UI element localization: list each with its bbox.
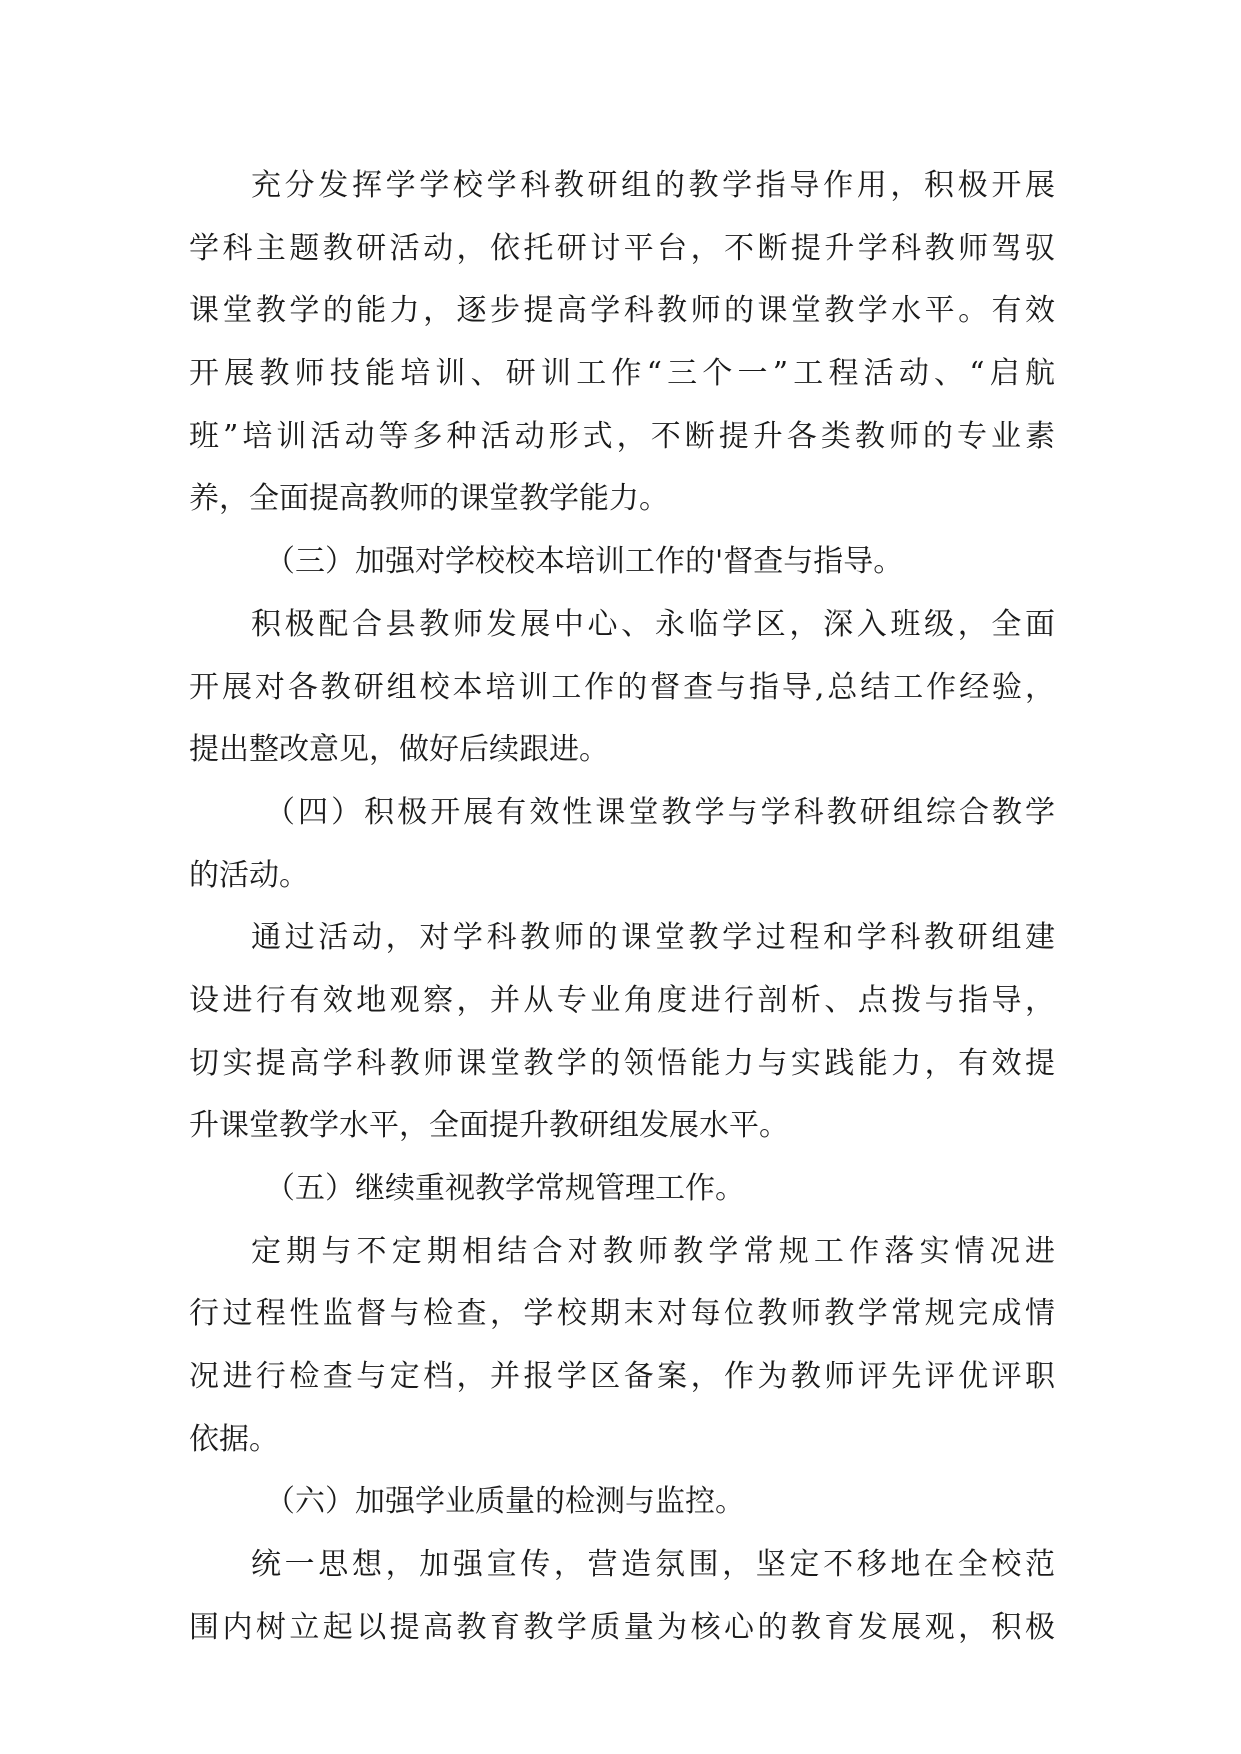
paragraph-first-line: 积极配合县教师发展中心、永临学区，深入班级，全面 xyxy=(251,606,1055,642)
paragraph-line: 设进行有效地观察，并从专业角度进行剖析、点拨与指导， xyxy=(189,982,1055,1018)
paragraph-line: 切实提高学科教师课堂教学的领悟能力与实践能力，有效提 xyxy=(189,1045,1055,1081)
paragraph-line: 行过程性监督与检查，学校期末对每位教师教学常规完成情 xyxy=(189,1296,1055,1332)
section-heading: （四）积极开展有效性课堂教学与学科教研组综合教学 xyxy=(265,794,1055,830)
paragraph-last-line: 提出整改意见，做好后续跟进。 xyxy=(189,732,609,768)
paragraph-last-line: 养，全面提高教师的课堂教学能力。 xyxy=(189,481,669,517)
paragraph-line: 况进行检查与定档，并报学区备案，作为教师评先评优评职 xyxy=(189,1359,1055,1395)
paragraph-last-line: 依据。 xyxy=(189,1421,279,1457)
paragraph-line: 学科主题教研活动，依托研讨平台，不断提升学科教师驾驭 xyxy=(189,230,1055,266)
paragraph-line: 围内树立起以提高教育教学质量为核心的教育发展观，积极 xyxy=(189,1609,1055,1645)
paragraph-first-line: 定期与不定期相结合对教师教学常规工作落实情况进 xyxy=(251,1233,1055,1269)
section-heading: （五）继续重视教学常规管理工作。 xyxy=(265,1171,745,1206)
paragraph-first-line: 统一思想，加强宣传，营造氛围，坚定不移地在全校范 xyxy=(251,1547,1055,1583)
paragraph-line: 开展教师技能培训、研训工作“三个一”工程活动、“启航 xyxy=(189,356,1055,392)
paragraph-last-line: 的活动。 xyxy=(189,857,309,893)
paragraph-first-line: 充分发挥学学校学科教研组的教学指导作用，积极开展 xyxy=(251,168,1055,203)
document-body xyxy=(189,155,1055,1660)
paragraph-first-line: 通过活动，对学科教师的课堂教学过程和学科教研组建 xyxy=(251,920,1055,956)
paragraph-line: 班”培训活动等多种活动形式，不断提升各类教师的专业素 xyxy=(189,418,1055,454)
paragraph-line: 开展对各教研组校本培训工作的督查与指导,总结工作经验， xyxy=(189,669,1055,705)
paragraph-last-line: 升课堂教学水平，全面提升教研组发展水平。 xyxy=(189,1108,789,1144)
section-heading: （三）加强对学校校本培训工作的'督查与指导。 xyxy=(265,544,904,580)
section-heading: （六）加强学业质量的检测与监控。 xyxy=(265,1484,745,1520)
paragraph-line: 课堂教学的能力，逐步提高学科教师的课堂教学水平。有效 xyxy=(189,293,1055,329)
